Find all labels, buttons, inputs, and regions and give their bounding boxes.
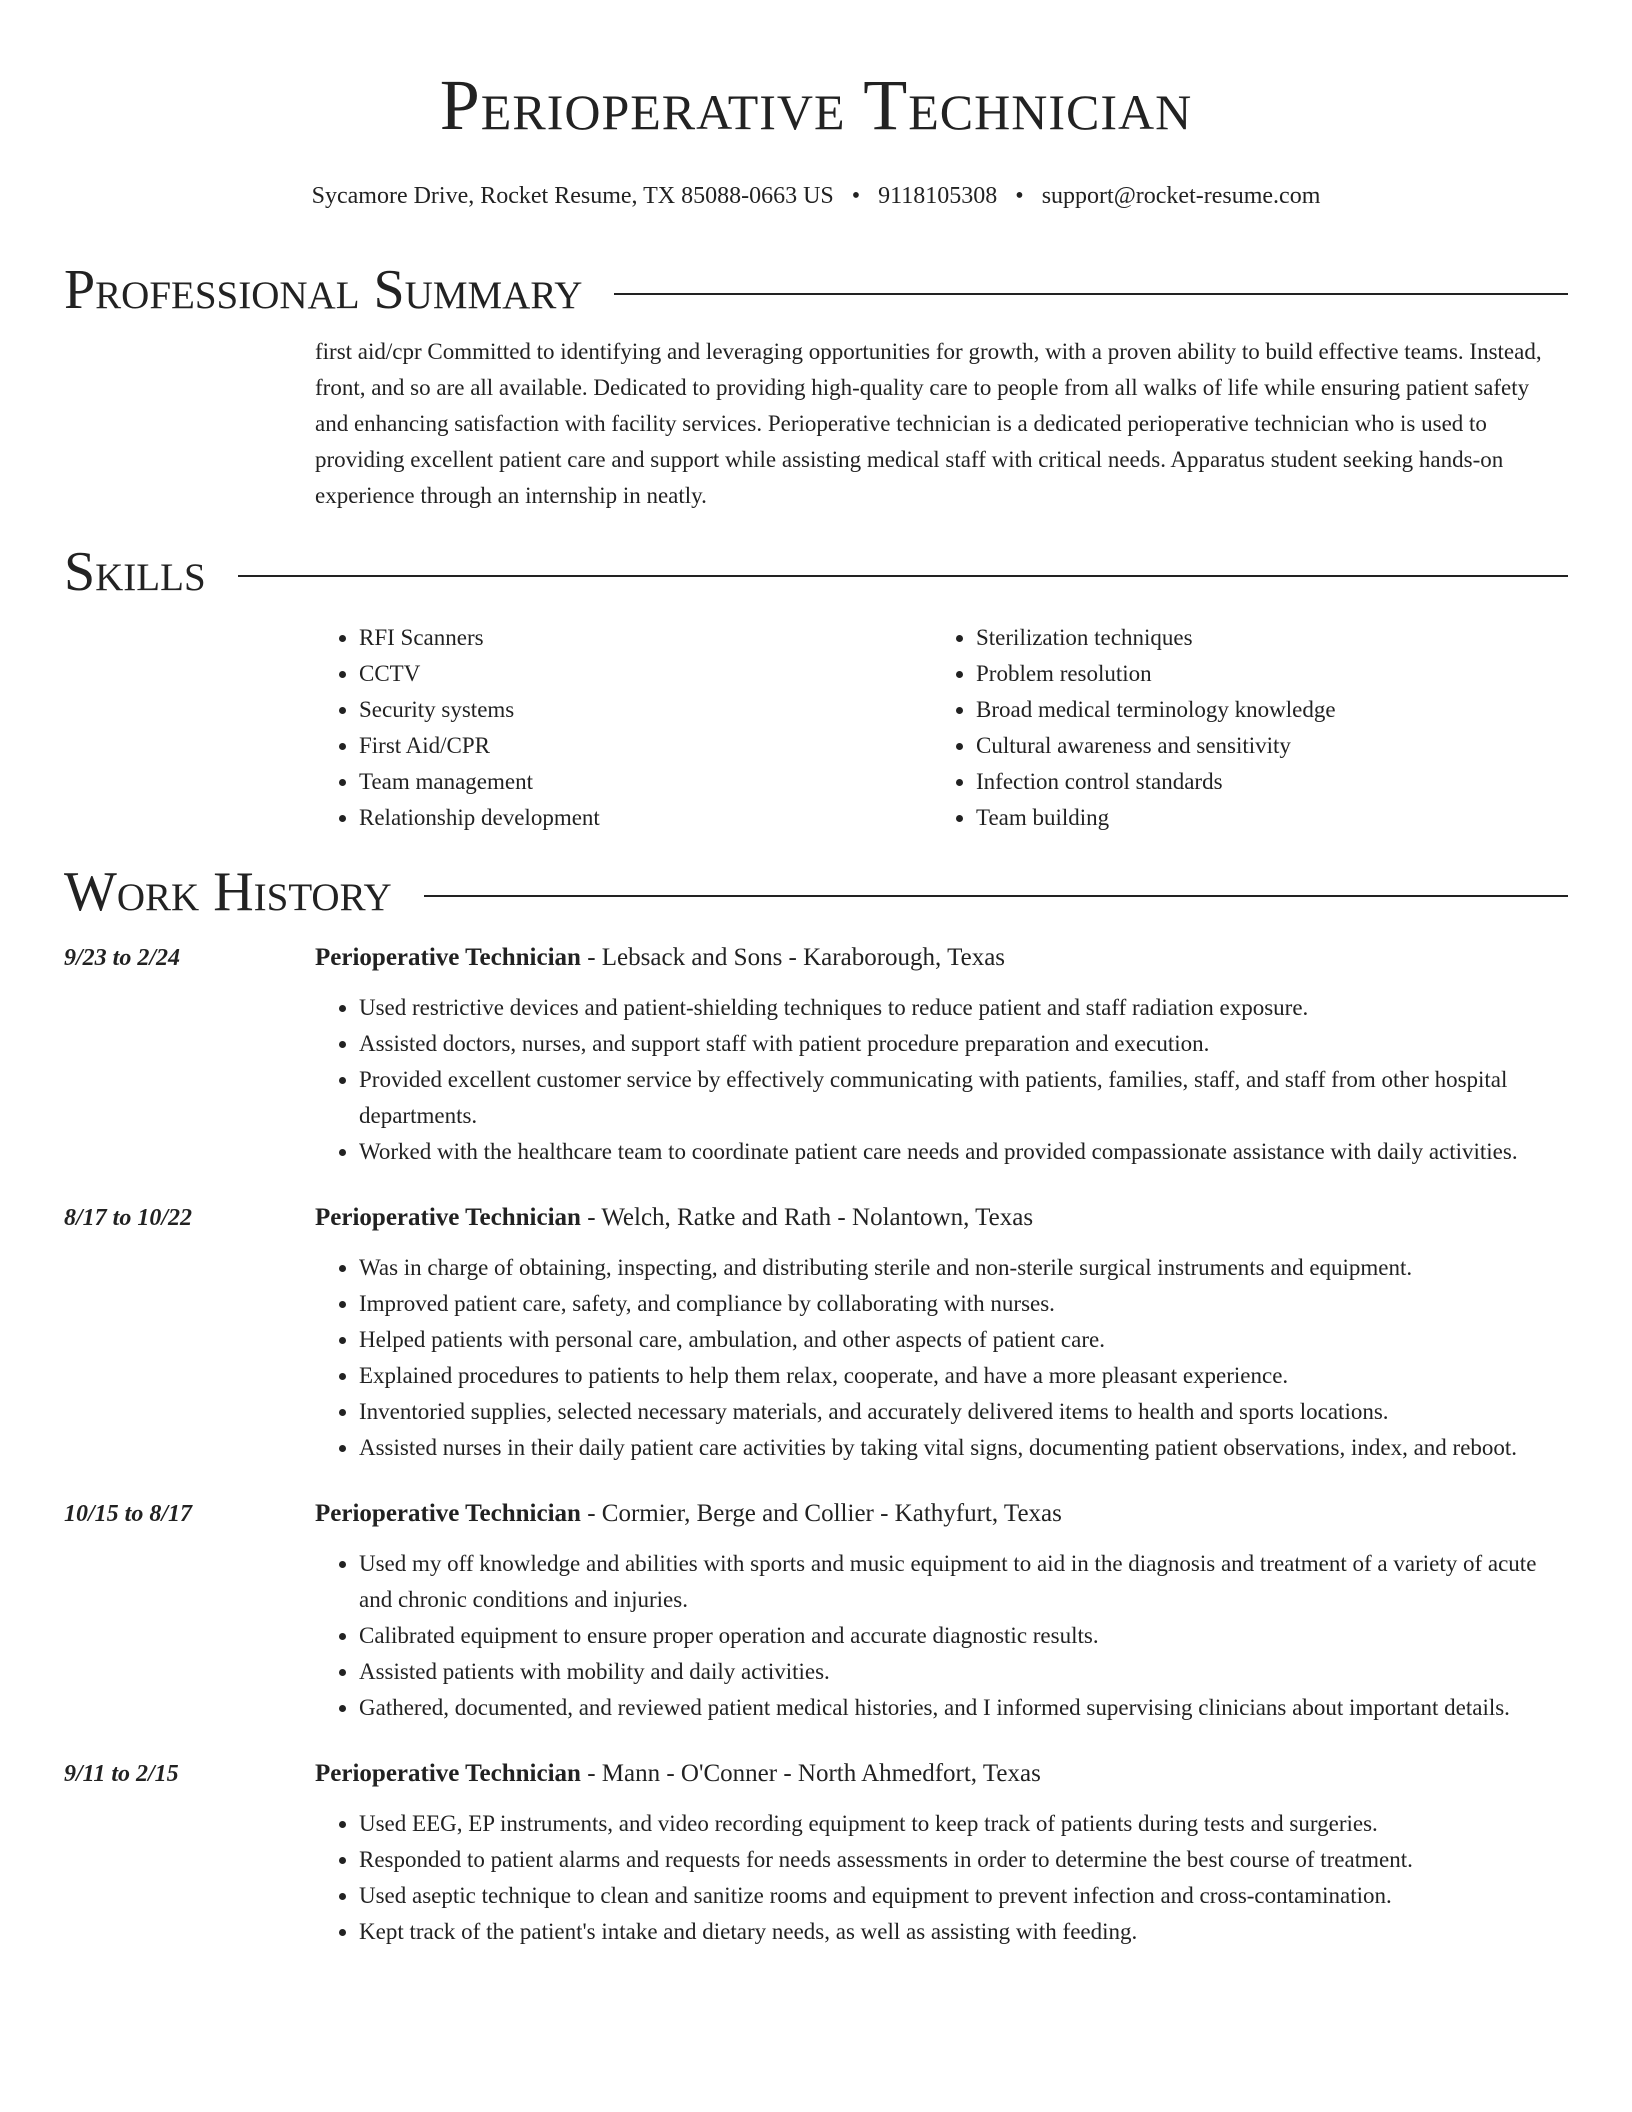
job-dates: 9/23 to 2/24: [64, 945, 181, 971]
summary-section-header: [64, 258, 1568, 322]
job-employer: - Cormier, Berge and Collier - Kathyfurt, Texas: [580, 1500, 1062, 1527]
job-bullet: • Inventoried supplies, selected necessary materials, and accurately delivered items to health and sports locations.: [359, 1394, 1568, 1430]
skill-item: • Sterilization techniques: [976, 620, 1549, 656]
skill-item: • Infection control standards: [976, 764, 1549, 800]
skill-item: • CCTV: [359, 656, 932, 692]
skills-column-left: [315, 620, 932, 836]
job-bullet: • Provided excellent customer service by effectively communicating with patients, families, staff, and staff from other hospital departments.: [359, 1062, 1568, 1134]
job-title: Perioperative Technician: [315, 1204, 581, 1231]
job-bullet: • Gathered, documented, and reviewed patient medical histories, and I informed supervising clinicians about important details.: [359, 1690, 1568, 1726]
job-header: [64, 1496, 1568, 1532]
job-bullet: • Assisted doctors, nurses, and support staff with patient procedure preparation and execution.: [359, 1026, 1568, 1062]
job-dates: 8/17 to 10/22: [64, 1205, 193, 1231]
skill-item: • Broad medical terminology knowledge: [976, 692, 1549, 728]
job-header: [64, 940, 1568, 976]
job-bullets: [315, 1250, 1568, 1466]
summary-heading: Professional Summary: [64, 259, 583, 321]
skill-item: • First Aid/CPR: [359, 728, 932, 764]
skill-item: • Team management: [359, 764, 932, 800]
job-bullet: • Assisted patients with mobility and daily activities.: [359, 1654, 1568, 1690]
section-divider: [238, 575, 1568, 577]
job-employer: - Mann - O'Conner - North Ahmedfort, Texas: [580, 1760, 1041, 1787]
contact-phone: 9118105308: [878, 183, 998, 209]
job-bullet: • Helped patients with personal care, ambulation, and other aspects of patient care.: [359, 1322, 1568, 1358]
job-entry: [64, 1200, 1568, 1466]
job-bullet: • Assisted nurses in their daily patient care activities by taking vital signs, documenting patient observations, index, and reboot.: [359, 1430, 1568, 1466]
skill-item: • Cultural awareness and sensitivity: [976, 728, 1549, 764]
skills-heading: Skills: [64, 541, 206, 603]
contact-separator: •: [851, 183, 861, 209]
skills-section-header: [64, 540, 1568, 604]
job-title: Perioperative Technician: [315, 1760, 581, 1787]
contact-address: Sycamore Drive, Rocket Resume, TX 85088-0663 US: [311, 183, 834, 209]
candidate-name: Perioperative Technician: [439, 65, 1193, 145]
skills-column-right: [932, 620, 1549, 836]
job-bullet: • Used my off knowledge and abilities with sports and music equipment to aid in the diagnosis and treatment of a variety of acute and chronic conditions and injuries.: [359, 1546, 1568, 1618]
job-bullet: • Worked with the healthcare team to coordinate patient care needs and provided compassionate assistance with daily activities.: [359, 1134, 1568, 1170]
job-bullet: • Calibrated equipment to ensure proper operation and accurate diagnostic results.: [359, 1618, 1568, 1654]
job-bullets: [315, 1546, 1568, 1726]
job-entry: [64, 940, 1568, 1170]
contact-email: support@rocket-resume.com: [1041, 183, 1321, 209]
skill-item: • Security systems: [359, 692, 932, 728]
summary-text: first aid/cpr Committed to identifying and leveraging opportunities for growth, with a proven ability to build effective teams. Instead, front, and so are all available. Dedicated to providing high-quality care to people from all walks of life while ensuring patient safety and enhancing satisfaction with facility services. Perioperative technician is a dedicated perioperative technician who is used to providing excellent patient care and support while assisting medical staff with critical needs. Apparatus student seeking hands-on experience through an internship in neatly.: [315, 339, 1542, 508]
skill-item: • Relationship development: [359, 800, 932, 836]
job-dates: 10/15 to 8/17: [64, 1501, 193, 1527]
job-bullet: • Kept track of the patient's intake and dietary needs, as well as assisting with feeding.: [359, 1914, 1568, 1950]
work-section-header: [64, 860, 1568, 924]
skills-list: [315, 620, 1568, 836]
job-employer: - Lebsack and Sons - Karaborough, Texas: [580, 944, 1006, 971]
contact-line: [64, 180, 1568, 212]
job-entry: [64, 1496, 1568, 1726]
job-employer: - Welch, Ratke and Rath - Nolantown, Texas: [580, 1204, 1034, 1231]
job-bullets: [315, 990, 1568, 1170]
job-bullet: • Was in charge of obtaining, inspecting, and distributing sterile and non-sterile surgical instruments and equipment.: [359, 1250, 1568, 1286]
job-bullets: [315, 1806, 1568, 1950]
job-title: Perioperative Technician: [315, 944, 581, 971]
job-bullet: • Responded to patient alarms and requests for needs assessments in order to determine the best course of treatment.: [359, 1842, 1568, 1878]
job-bullet: • Used restrictive devices and patient-shielding techniques to reduce patient and staff radiation exposure.: [359, 990, 1568, 1026]
contact-separator: •: [1015, 183, 1024, 209]
job-header: [64, 1756, 1568, 1792]
job-header: [64, 1200, 1568, 1236]
job-entry: [64, 1756, 1568, 1950]
job-bullet: • Used aseptic technique to clean and sanitize rooms and equipment to prevent infection and cross-contamination.: [359, 1878, 1568, 1914]
work-heading: Work History: [64, 861, 392, 923]
skill-item: • RFI Scanners: [359, 620, 932, 656]
job-title: Perioperative Technician: [315, 1500, 581, 1527]
section-divider: [424, 895, 1568, 897]
job-bullet: • Explained procedures to patients to help them relax, cooperate, and have a more pleasant experience.: [359, 1358, 1568, 1394]
section-divider: [614, 293, 1568, 295]
job-dates: 9/11 to 2/15: [64, 1761, 179, 1787]
job-bullet: • Improved patient care, safety, and compliance by collaborating with nurses.: [359, 1286, 1568, 1322]
skill-item: • Problem resolution: [976, 656, 1549, 692]
skill-item: • Team building: [976, 800, 1549, 836]
job-bullet: • Used EEG, EP instruments, and video recording equipment to keep track of patients during tests and surgeries.: [359, 1806, 1568, 1842]
